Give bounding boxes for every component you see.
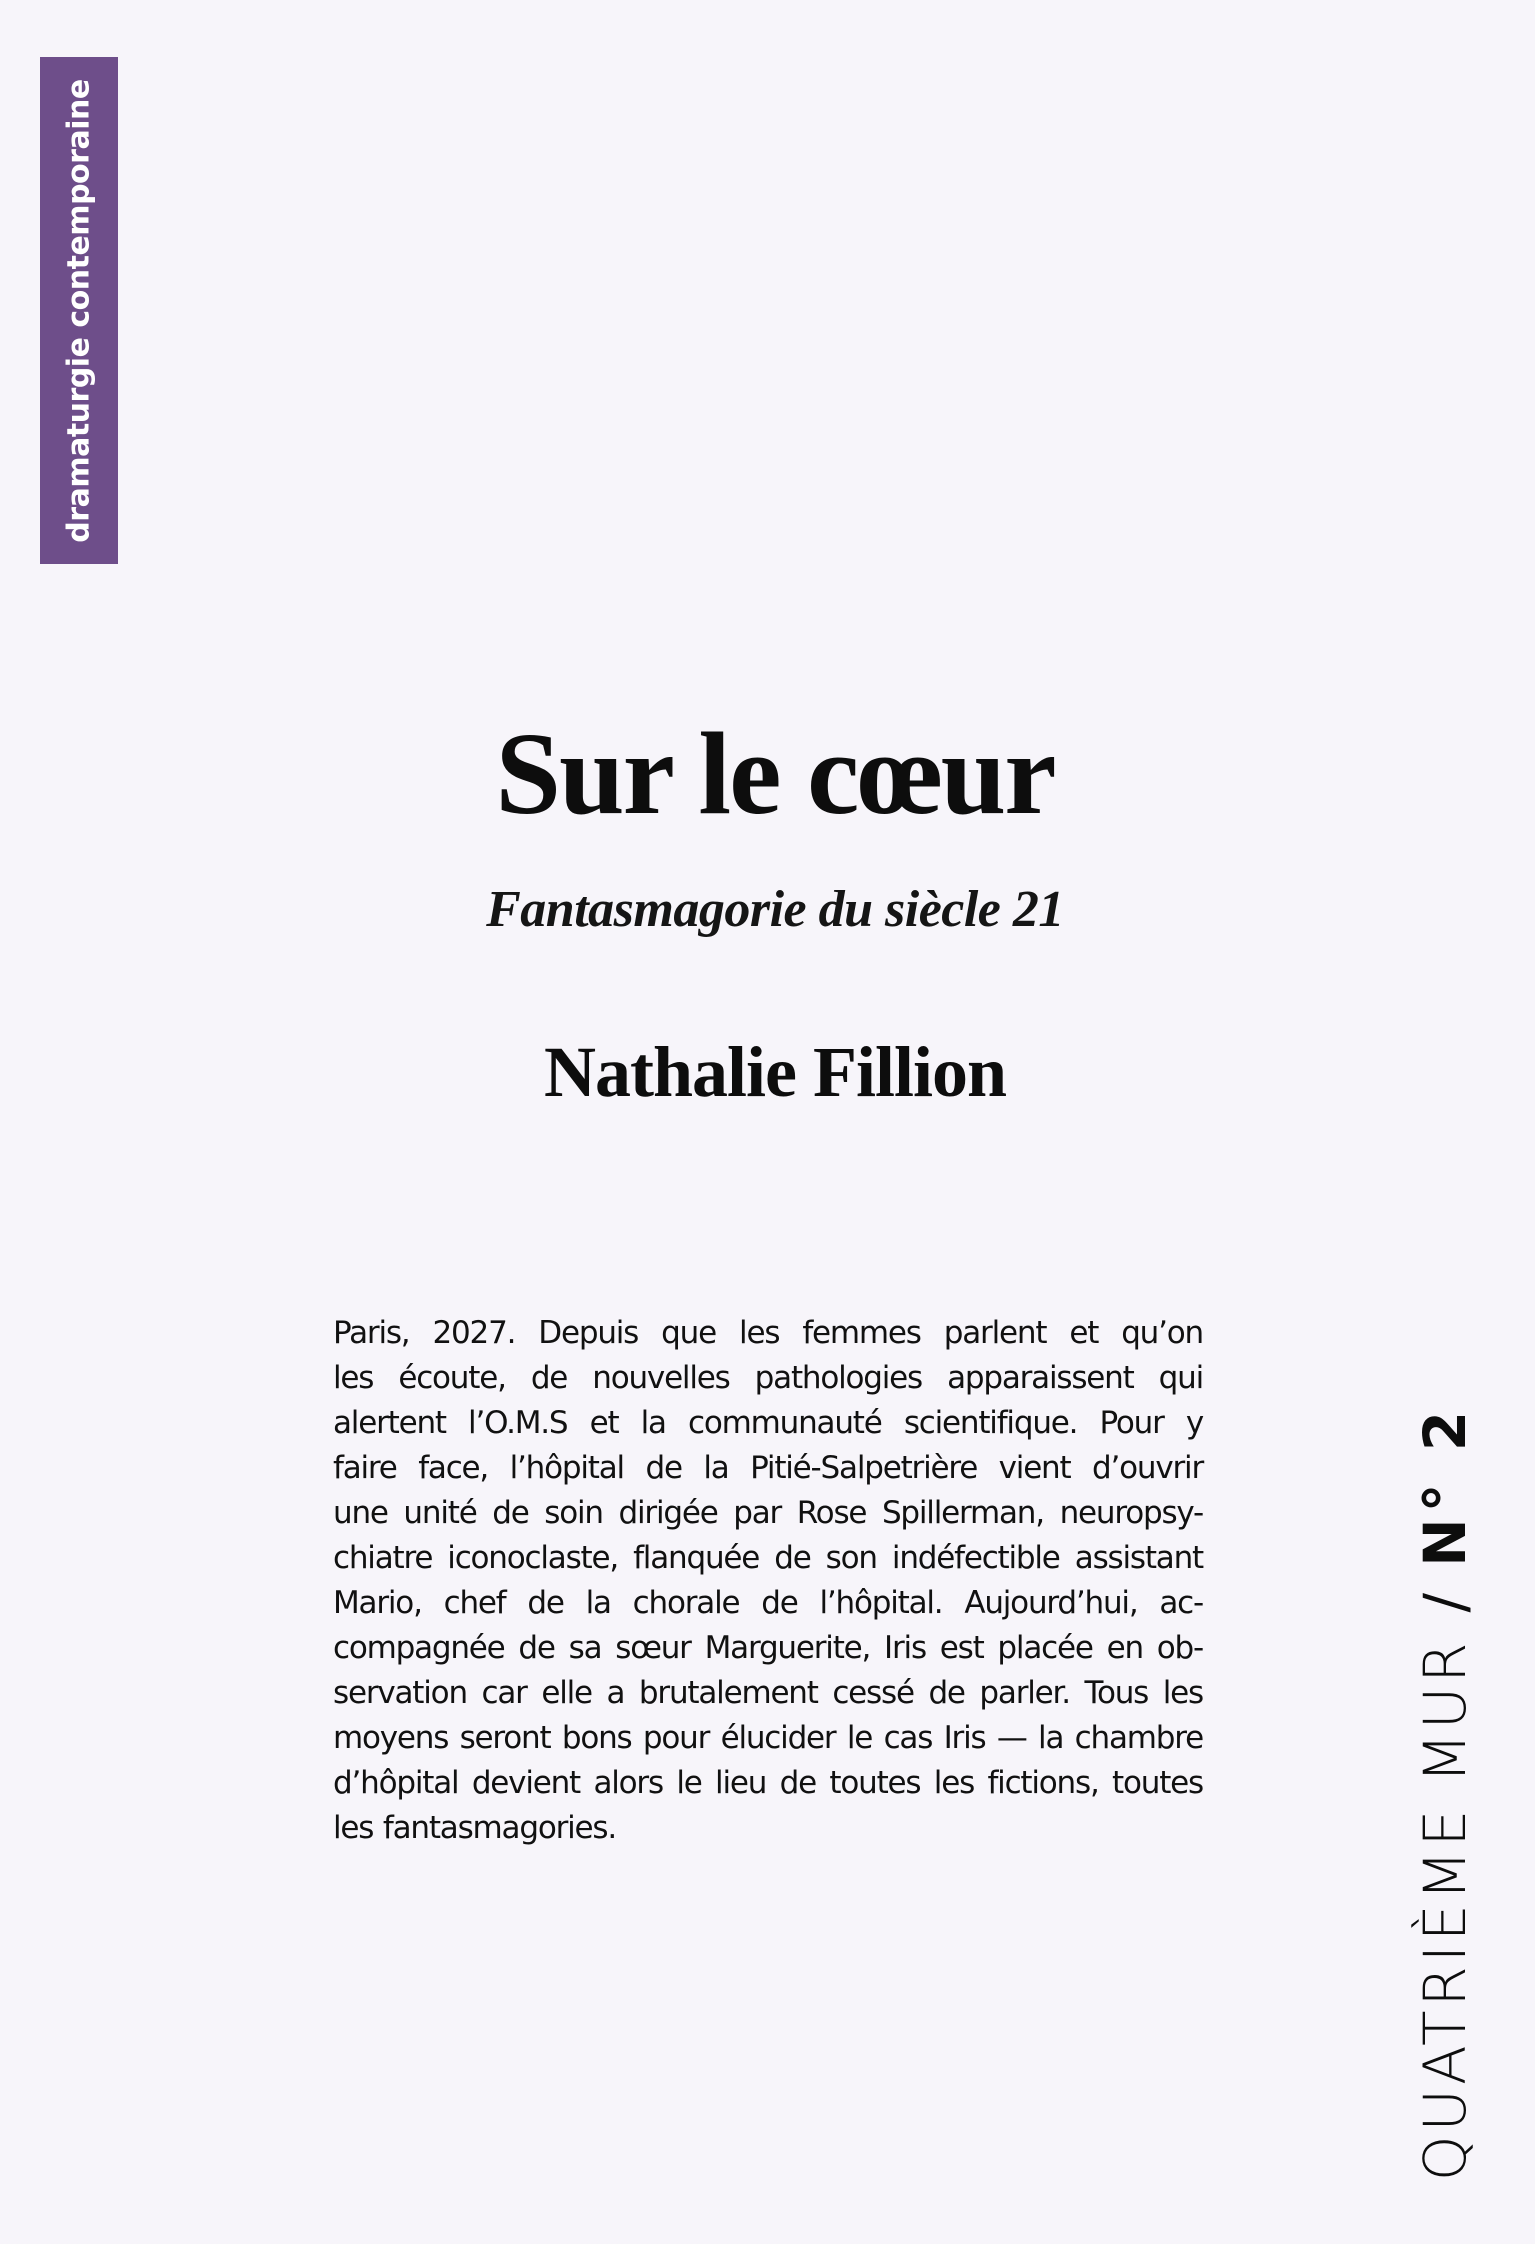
blurb-line: d’hôpital devient alors le lieu de toutes les fictions, toutes xyxy=(333,1765,1203,1801)
series-separator: / xyxy=(1411,1592,1479,1613)
blurb-line: une unité de soin dirigée par Rose Spillerman, neuropsy- xyxy=(333,1495,1203,1531)
blurb-line: faire face, l’hôpital de la Pitié-Salpetrière vient d’ouvrir xyxy=(333,1450,1203,1486)
blurb-line: les écoute, de nouvelles pathologies apparaissent qui xyxy=(333,1360,1203,1396)
blurb-line: compagnée de sa sœur Marguerite, Iris est placée en ob- xyxy=(333,1630,1203,1666)
series-number: N° 2 xyxy=(1411,1404,1479,1567)
series-name: QUATRIÈME MUR xyxy=(1411,1638,1479,2182)
blurb-line: alertent l’O.M.S et la communauté scientifique. Pour y xyxy=(333,1405,1203,1441)
book-title: Sur le cœur xyxy=(495,708,1055,839)
blurb-line: servation car elle a brutalement cessé de parler. Tous les xyxy=(333,1675,1203,1711)
blurb-paragraph xyxy=(333,1311,1203,1851)
blurb-line: les fantasmagories. xyxy=(333,1810,617,1846)
blurb-line: Mario, chef de la chorale de l’hôpital. Aujourd’hui, ac- xyxy=(333,1585,1203,1621)
collection-label: dramaturgie contemporaine xyxy=(61,78,97,543)
blurb-line: moyens seront bons pour élucider le cas Iris — la chambre xyxy=(333,1720,1203,1756)
collection-band xyxy=(40,57,118,564)
blurb-line: chiatre iconoclaste, flanquée de son indéfectible assistant xyxy=(333,1540,1203,1576)
blurb-line: Paris, 2027. Depuis que les femmes parlent et qu’on xyxy=(333,1315,1203,1351)
series-label xyxy=(1411,1404,1479,2182)
book-author: Nathalie Fillion xyxy=(543,1032,1007,1112)
book-subtitle: Fantasmagorie du siècle 21 xyxy=(486,881,1064,938)
